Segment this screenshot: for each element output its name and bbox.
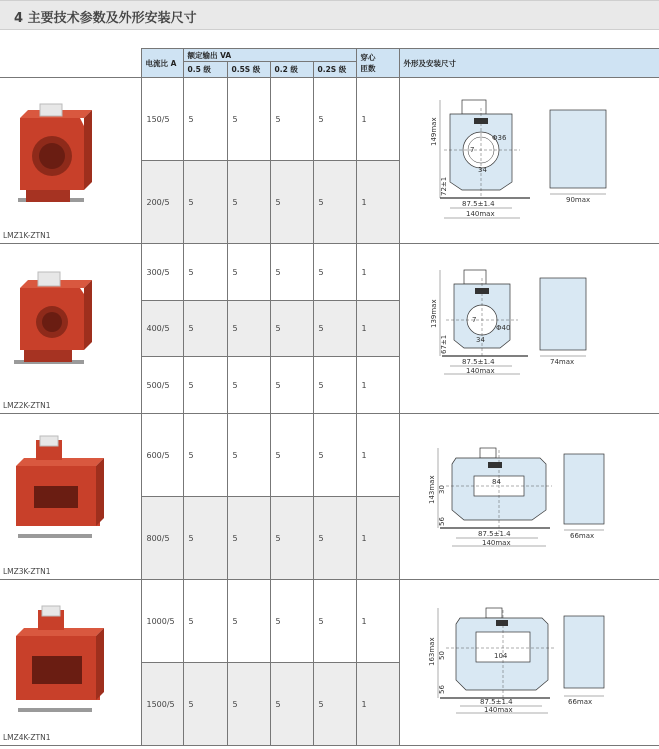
table-row <box>0 244 659 301</box>
header-class-02s: 0.2S 级 <box>313 62 356 78</box>
table-cell: 5 <box>183 580 227 663</box>
table-cell: 600/5 <box>141 414 183 497</box>
dim-slot: 7 <box>469 146 474 154</box>
table-cell: 5 <box>313 78 356 161</box>
dim-slot: 7 <box>471 316 476 324</box>
table-cell: 5 <box>313 414 356 497</box>
drawing-cell-2 <box>399 244 659 414</box>
table-cell: 1 <box>356 78 399 161</box>
table-cell: 5 <box>270 663 313 746</box>
header-rated-output: 额定输出 VA <box>183 49 356 62</box>
table-cell: 5 <box>227 414 270 497</box>
dim-hole: Φ36 <box>491 134 506 142</box>
table-cell: 5 <box>313 161 356 244</box>
table-cell: 1000/5 <box>141 580 183 663</box>
dim-mount: 87.5±1.4 <box>461 358 495 366</box>
product-cell-2 <box>0 244 141 414</box>
table-cell: 5 <box>270 78 313 161</box>
model-label: LMZ1K-ZTN1 <box>3 231 51 240</box>
table-cell: 5 <box>313 244 356 301</box>
table-cell: 5 <box>270 244 313 301</box>
dim-center: 72±1 <box>439 176 448 196</box>
table-cell: 400/5 <box>141 301 183 357</box>
dim-inner-width: 104 <box>493 652 507 660</box>
dim-side: 90max <box>565 196 590 204</box>
table-cell: 5 <box>270 580 313 663</box>
table-cell: 5 <box>270 357 313 414</box>
dim-bolt: 34 <box>475 336 485 344</box>
table-cell: 5 <box>270 301 313 357</box>
table-cell: 5 <box>183 357 227 414</box>
dim-side: 66max <box>567 698 592 706</box>
dim-mount: 87.5±1.4 <box>477 530 511 538</box>
dim-mount: 87.5±1.4 <box>479 698 513 706</box>
table-row <box>0 580 659 663</box>
table-cell: 5 <box>227 497 270 580</box>
dim-hole: Φ40 <box>495 324 510 332</box>
header-blank <box>0 49 141 78</box>
table-cell: 5 <box>227 78 270 161</box>
product-photo-lmz2k <box>0 244 140 414</box>
table-row <box>0 78 659 161</box>
dim-center: 56 <box>437 517 446 526</box>
dim-height: 139max <box>429 299 438 328</box>
dim-center: 67±1 <box>439 334 448 354</box>
product-cell-4 <box>0 580 141 746</box>
dim-height: 143max <box>427 475 436 504</box>
section-title: 4 主要技术参数及外形安装尺寸 <box>14 11 197 26</box>
table-cell: 5 <box>270 414 313 497</box>
table-cell: 1 <box>356 497 399 580</box>
dimension-drawing-lmz4k <box>400 580 658 746</box>
drawing-cell-3 <box>399 414 659 580</box>
header-class-02: 0.2 级 <box>270 62 313 78</box>
header-class-05: 0.5 级 <box>183 62 227 78</box>
dim-width: 140max <box>465 367 495 375</box>
table-cell: 5 <box>183 244 227 301</box>
table-cell: 5 <box>183 497 227 580</box>
header-class-05s: 0.5S 级 <box>227 62 270 78</box>
table-cell: 1 <box>356 580 399 663</box>
table-cell: 200/5 <box>141 161 183 244</box>
dimension-drawing-lmz2k <box>400 244 658 414</box>
table-cell: 5 <box>183 161 227 244</box>
model-label: LMZ4K-ZTN1 <box>3 733 51 742</box>
dimension-drawing-lmz1k <box>400 78 658 244</box>
product-photo-lmz1k <box>0 78 140 244</box>
table-cell: 5 <box>270 161 313 244</box>
spec-table <box>0 48 659 746</box>
table-cell: 5 <box>227 301 270 357</box>
dim-bolt: 34 <box>477 166 487 174</box>
table-cell: 5 <box>227 357 270 414</box>
table-cell: 5 <box>270 497 313 580</box>
section-title-bar <box>0 0 659 30</box>
dim-inner-height: 50 <box>437 651 446 660</box>
dim-height: 163max <box>427 637 436 666</box>
table-cell: 1 <box>356 161 399 244</box>
table-cell: 5 <box>313 357 356 414</box>
table-cell: 5 <box>313 580 356 663</box>
header-turns <box>356 49 399 78</box>
table-row <box>0 414 659 497</box>
table-cell: 5 <box>227 663 270 746</box>
product-photo-lmz3k <box>0 414 140 580</box>
table-cell: 5 <box>227 161 270 244</box>
table-cell: 500/5 <box>141 357 183 414</box>
header-dimensions: 外形及安装尺寸 <box>399 49 659 78</box>
dim-inner-width: 84 <box>491 478 501 486</box>
dim-height: 149max <box>429 117 438 146</box>
dim-width: 140max <box>465 210 495 218</box>
table-cell: 300/5 <box>141 244 183 301</box>
dim-width: 140max <box>483 706 513 714</box>
dim-side: 66max <box>569 532 594 540</box>
table-cell: 5 <box>313 663 356 746</box>
table-cell: 5 <box>183 414 227 497</box>
table-cell: 1500/5 <box>141 663 183 746</box>
table-cell: 800/5 <box>141 497 183 580</box>
product-photo-lmz4k <box>0 580 140 746</box>
table-cell: 1 <box>356 357 399 414</box>
header-current-ratio: 电流比 A <box>141 49 183 78</box>
model-label: LMZ2K-ZTN1 <box>3 401 51 410</box>
table-cell: 1 <box>356 244 399 301</box>
dim-center: 56 <box>437 685 446 694</box>
table-cell: 5 <box>227 244 270 301</box>
dim-inner-height: 30 <box>437 485 446 494</box>
dim-width: 140max <box>481 539 511 547</box>
model-label: LMZ3K-ZTN1 <box>3 567 51 576</box>
product-cell-3 <box>0 414 141 580</box>
table-cell: 5 <box>183 78 227 161</box>
dimension-drawing-lmz3k <box>400 414 658 580</box>
table-cell: 150/5 <box>141 78 183 161</box>
table-cell: 5 <box>227 580 270 663</box>
table-cell: 5 <box>183 301 227 357</box>
dim-side: 74max <box>549 358 574 366</box>
drawing-cell-1 <box>399 78 659 244</box>
table-cell: 5 <box>183 663 227 746</box>
header-turns-line1: 穿心 <box>360 53 376 62</box>
header-turns-line2: 匝数 <box>360 64 376 73</box>
table-cell: 5 <box>313 301 356 357</box>
table-cell: 5 <box>313 497 356 580</box>
product-cell-1 <box>0 78 141 244</box>
table-cell: 1 <box>356 414 399 497</box>
drawing-cell-4 <box>399 580 659 746</box>
table-cell: 1 <box>356 301 399 357</box>
dim-mount: 87.5±1.4 <box>461 200 495 208</box>
table-cell: 1 <box>356 663 399 746</box>
